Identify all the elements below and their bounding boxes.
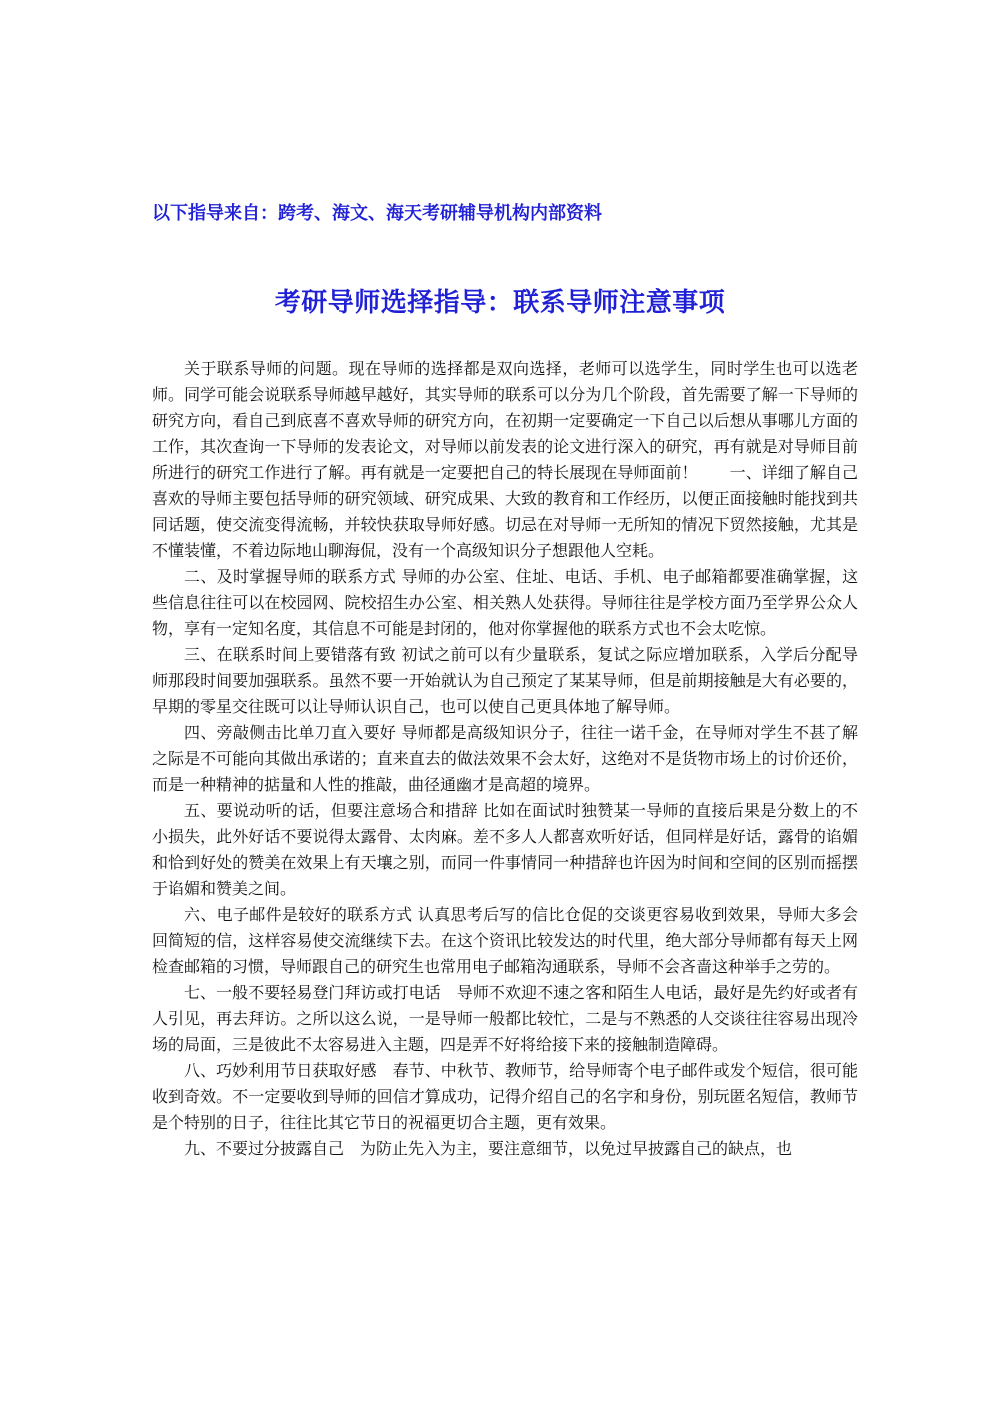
paragraph-9: 九、不要过分披露自己 为防止先入为主，要注意细节，以免过早披露自己的缺点，也 [184,1139,793,1158]
paragraph-3: 三、在联系时间上要错落有致 初试之前可以有少量联系，复试之际应增加联系，入学后分配导师那段时间要加强联系。虽然不要一开始就认为自己预定了某某导师，但是前期接触是大有必要的，早期的零星交往既可以让导师认识自己，也可以使自己更具体地了解导师。 [152,645,858,716]
source-note: 以下指导来自：跨考、海文、海天考研辅导机构内部资料 [152,203,602,224]
paragraph-8: 八、巧妙利用节日获取好感 春节、中秋节、教师节，给导师寄个电子邮件或发个短信，很可能收到奇效。不一定要收到导师的回信才算成功，记得介绍自己的名字和身份，别玩匿名短信，教师节是个特别的日子，往往比其它节日的祝福更切合主题，更有效果。 [152,1061,858,1132]
document-body [152,356,858,1162]
paragraph-7: 七、一般不要轻易登门拜访或打电话 导师不欢迎不速之客和陌生人电话，最好是先约好或者有人引见，再去拜访。之所以这么说，一是导师一般都比较忙，二是与不熟悉的人交谈往往容易出现冷场的局面，三是彼此不太容易进入主题，四是弄不好将给接下来的接触制造障碍。 [152,983,858,1054]
page-title: 考研导师选择指导：联系导师注意事项 [274,288,726,318]
paragraph-6: 六、电子邮件是较好的联系方式 认真思考后写的信比仓促的交谈更容易收到效果，导师大多会回简短的信，这样容易使交流继续下去。在这个资讯比较发达的时代里，绝大部分导师都有每天上网检查邮箱的习惯，导师跟自己的研究生也常用电子邮箱沟通联系，导师不会吝啬这种举手之劳的。 [152,905,858,976]
paragraph-2: 二、及时掌握导师的联系方式 导师的办公室、住址、电话、手机、电子邮箱都要准确掌握，这些信息往往可以在校园网、院校招生办公室、相关熟人处获得。导师往往是学校方面乃至学界公众人物，享有一定知名度，其信息不可能是封闭的，他对你掌握他的联系方式也不会太吃惊。 [152,567,858,638]
paragraph-4: 四、旁敲侧击比单刀直入要好 导师都是高级知识分子，往往一诺千金，在导师对学生不甚了解之际是不可能向其做出承诺的；直来直去的做法效果不会太好，这绝对不是货物市场上的讨价还价，而是一种精神的掂量和人性的推敲，曲径通幽才是高超的境界。 [152,723,858,794]
paragraph-5: 五、要说动听的话，但要注意场合和措辞 比如在面试时独赞某一导师的直接后果是分数上的不小损失，此外好话不要说得太露骨、太肉麻。差不多人人都喜欢听好话，但同样是好话，露骨的谄媚和恰到好处的赞美在效果上有天壤之别，而同一件事情同一种措辞也许因为时间和空间的区别而摇摆于谄媚和赞美之间。 [152,801,858,898]
paragraph-intro: 关于联系导师的问题。现在导师的选择都是双向选择，老师可以选学生，同时学生也可以选老师。同学可能会说联系导师越早越好，其实导师的联系可以分为几个阶段，首先需要了解一下导师的研究方向，看自己到底喜不喜欢导师的研究方向，在初期一定要确定一下自己以后想从事哪儿方面的工作，其次查询一下导师的发表论文，对导师以前发表的论文进行深入的研究，再有就是对导师目前所进行的研究工作进行了解。再有就是一定要把自己的特长展现在导师面前！ 一、详细了解自己喜欢的导师主要包括导师的研究领域、研究成果、大致的教育和工作经历，以便正面接触时能找到共同话题，使交流变得流畅，并较快获取导师好感。切忌在对导师一无所知的情况下贸然接触，尤其是不懂装懂，不着边际地山聊海侃，没有一个高级知识分子想跟他人空耗。 [152,359,858,560]
